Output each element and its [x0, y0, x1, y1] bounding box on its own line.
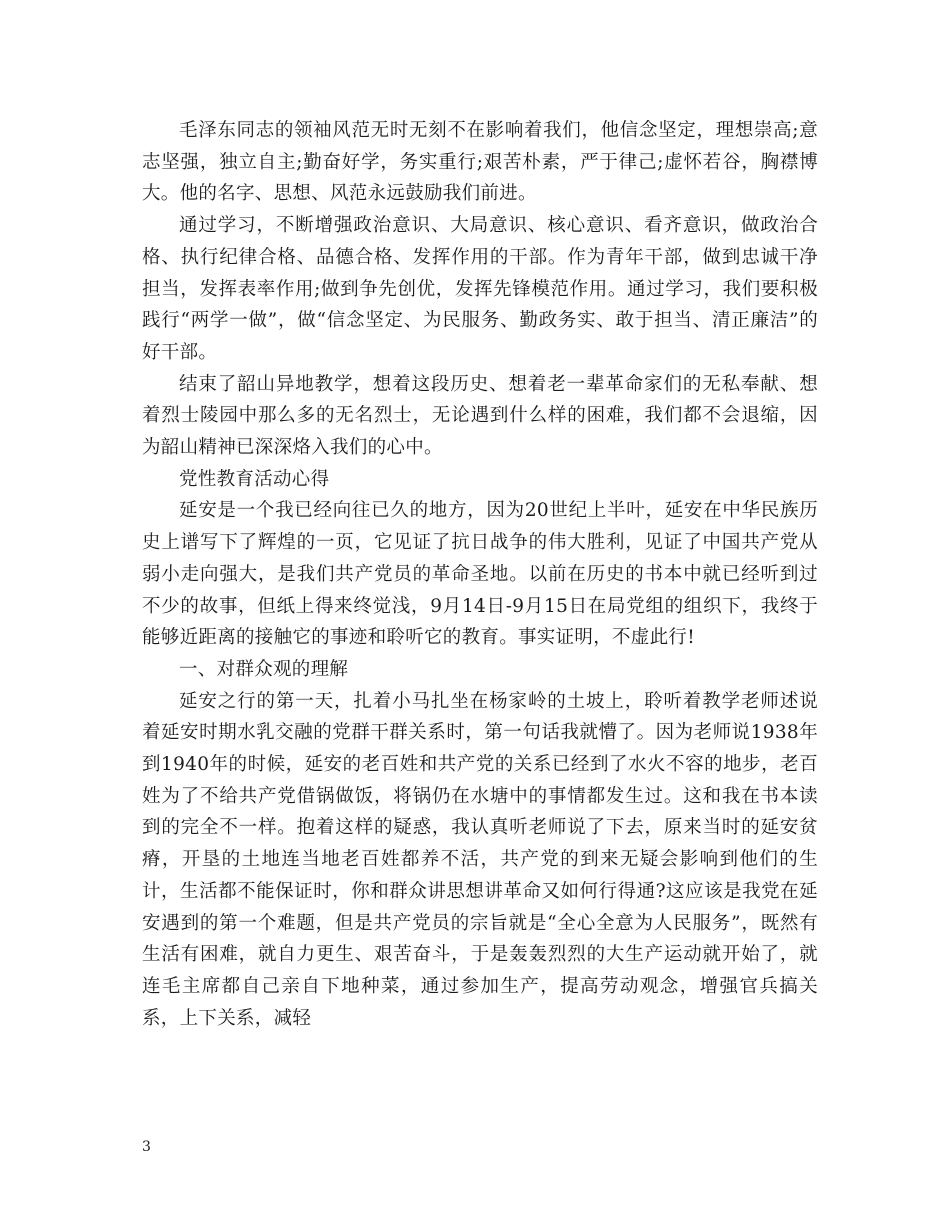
paragraph-political-awareness: 通过学习，不断增强政治意识、大局意识、核心意识、看齐意识，做政治合格、执行纪律合格、品德合格、发挥作用的干部。作为青年干部，做到忠诚干净担当，发挥表率作用;做到争先创优，发挥先锋模范作用。通过学习，我们要积极践行“两学一做”，做“信念坚定、为民服务、勤政务实、敢于担当、清正廉洁”的好干部。	[142, 215, 818, 363]
paragraph-mao-leadership: 毛泽东同志的领袖风范无时无刻不在影响着我们，他信念坚定，理想崇高;意志坚强，独立自主;勤奋好学，务实重行;艰苦朴素，严于律己;虚怀若谷，胸襟博大。他的名字、思想、风范永远鼓励我们前进。	[142, 120, 818, 205]
paragraph-yanan-intro: 延安是一个我已经向往已久的地方，因为20世纪上半叶，延安在中华民族历史上谱写下了辉煌的一页，它见证了抗日战争的伟大胜利，见证了中国共产党从弱小走向强大，是我们共产党员的革命圣地。以前在历史的书本中就已经听到过不少的故事，但纸上得来终觉浅，9月14日-9月15日在局党组的组织下，我终于能够近距离的接触它的事迹和聆听它的教育。事实证明，不虚此行!	[142, 500, 818, 649]
document-body	[142, 115, 818, 1034]
page-number: 3	[142, 1139, 151, 1155]
section-heading-party-education: 党性教育活动心得	[179, 468, 330, 490]
paragraph-shaoshan-conclusion: 结束了韶山异地教学，想着这段历史、想着老一辈革命家们的无私奉献、想着烈士陵园中那么多的无名烈士，无论遇到什么样的困难，我们都不会退缩，因为韶山精神已深深烙入我们的心中。	[142, 373, 818, 459]
section-heading-mass-view: 一、对群众观的理解	[179, 658, 349, 680]
paragraph-yanan-first-day: 延安之行的第一天，扎着小马扎坐在杨家岭的土坡上，聆听着教学老师述说着延安时期水乳交融的党群干群关系时，第一句话我就懵了。因为老师说1938年到1940年的时候，延安的老百姓和共产党的关系已经到了水火不容的地步，老百姓为了不给共产党借锅做饭，将锅仍在水塘中的事情都发生过。这和我在书本读到的完全不一样。抱着这样的疑惑，我认真听老师说了下去，原来当时的延安贫瘠，开垦的土地连当地老百姓都养不活，共产党的到来无疑会影响到他们的生计，生活都不能保证时，你和群众讲思想讲革命又如何行得通?这应该是我党在延安遇到的第一个难题，但是共产党员的宗旨就是“全心全意为人民服务”，既然有生活有困难，就自力更生、艰苦奋斗，于是轰轰烈烈的大生产运动就开始了，就连毛主席都自己亲自下地种菜，通过参加生产，提高劳动观念，增强官兵搞关系，上下关系，减轻	[142, 690, 818, 1029]
